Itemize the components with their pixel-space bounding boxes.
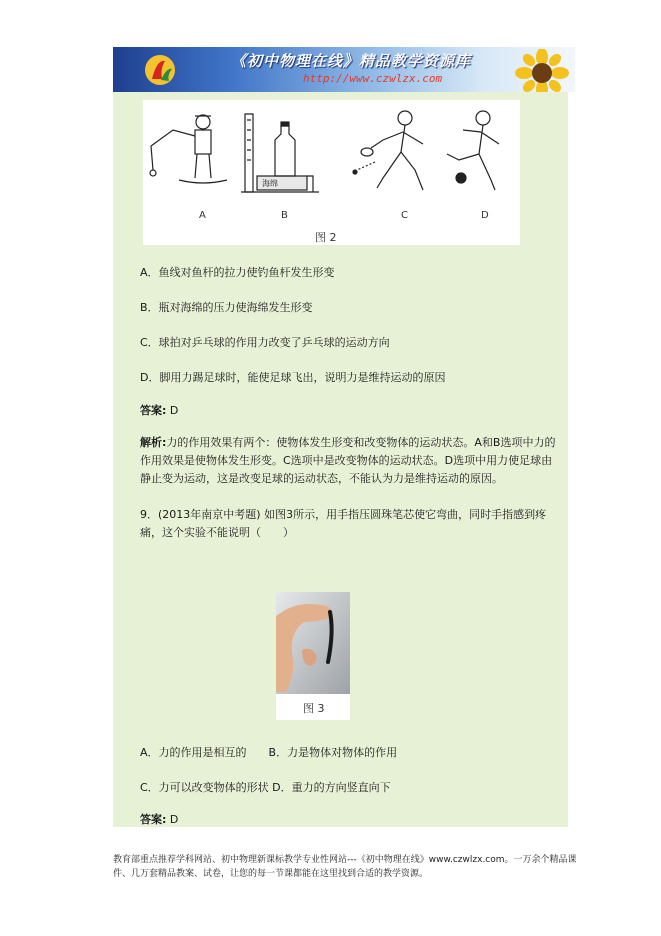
finger-pen-photo <box>276 592 350 694</box>
banner-title: 《初中物理在线》精品教学资源库 <box>231 52 472 70</box>
q8-option-a: A．鱼线对鱼杆的拉力使钓鱼杆发生形变 <box>140 266 335 279</box>
q8-analysis-label: 解析: <box>140 436 167 449</box>
q8-option-c: C．球拍对乒乓球的作用力改变了乒乓球的运动方向 <box>140 336 390 349</box>
q8-answer <box>140 403 178 419</box>
fisherman-drawing <box>150 115 227 183</box>
q9-options-cd: C．力可以改变物体的形状 D．重力的方向竖直向下 <box>140 781 391 794</box>
q9-stem: 9．(2013年南京中考题) 如图3所示，用手指压圆珠笔芯使它弯曲，同时手指感到疼痛，这个实验不能说明（ ） <box>140 508 547 539</box>
figure-2-illustration <box>143 100 520 210</box>
content-panel <box>113 92 568 827</box>
q9-answer <box>140 812 178 828</box>
figure-2-label-c: C <box>401 210 408 221</box>
sunflower-icon <box>511 49 573 92</box>
q8-option-b: B．瓶对海绵的压力使海绵发生形变 <box>140 301 313 314</box>
site-logo-icon <box>143 53 177 87</box>
q8-analysis <box>140 434 560 488</box>
q8-answer-value: D <box>169 404 179 417</box>
figure-2-label-d: D <box>481 210 489 221</box>
bottle-sponge-drawing <box>241 114 319 192</box>
soccer-kicker-drawing <box>447 111 499 190</box>
figure-2-label-b: B <box>281 210 288 221</box>
figure-3-caption: 图 3 <box>303 702 325 715</box>
sponge-label: 海绵 <box>262 179 278 188</box>
figure-2 <box>143 100 520 245</box>
figure-2-caption: 图 2 <box>315 231 337 244</box>
q9-options-ab: A．力的作用是相互的 B．力是物体对物体的作用 <box>140 746 398 759</box>
pingpong-player-drawing <box>353 111 423 190</box>
q9-answer-value: D <box>169 813 179 826</box>
figure-3 <box>276 592 350 720</box>
q8-analysis-text: 力的作用效果有两个：使物体发生形变和改变物体的运动状态。A和B选项中力的作用效果是使物体发生形变。C选项中是改变物体的运动状态。D选项中用力使足球由静止变为运动，这是改变足球的运动状态，不能认为力是维持运动的原因。 <box>140 436 556 485</box>
figure-2-label-a: A <box>199 210 206 221</box>
q8-answer-label: 答案: <box>140 404 167 417</box>
page-footer: 教育部重点推荐学科网站、初中物理新课标教学专业性网站---《初中物理在线》www.czwlzx.com。一万余个精品课件、几万套精品教案、试卷，让您的每一节课都能在这里找到合适的教学资源。 <box>113 855 577 879</box>
banner-url[interactable]: http://www.czwlzx.com <box>303 72 443 85</box>
header-banner <box>113 47 575 92</box>
q8-option-d: D．脚用力踢足球时，能使足球飞出，说明力是维持运动的原因 <box>140 371 446 384</box>
q9-answer-label: 答案: <box>140 813 167 826</box>
